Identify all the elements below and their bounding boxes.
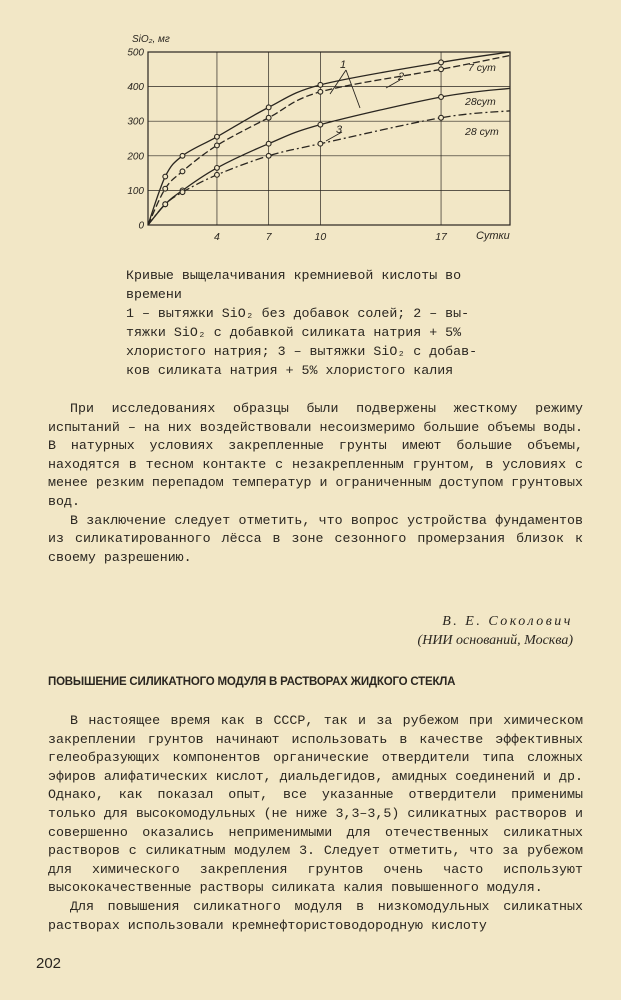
article-body xyxy=(48,712,583,935)
plot-frame xyxy=(148,52,510,225)
curve-number-3: 3 xyxy=(336,124,343,136)
data-point xyxy=(439,60,444,65)
data-point xyxy=(318,82,323,87)
data-point xyxy=(163,174,168,179)
chart-grid xyxy=(148,52,510,225)
data-point xyxy=(439,67,444,72)
caption-line: 1 – вытяжки SiO₂ без добавок солей; 2 – вы- xyxy=(126,306,470,321)
data-point xyxy=(266,105,271,110)
x-tick-label: 17 xyxy=(435,231,447,243)
y-tick-label: 100 xyxy=(127,185,144,197)
x-tick-label: 7 xyxy=(265,231,272,243)
caption-line: Кривые выщелачивания кремниевой кислоты во xyxy=(126,268,462,283)
paragraph: Для повышения силикатного модуля в низкомодульных силикатных растворах использовали кремнефтористоводородную кислоту xyxy=(48,898,583,933)
data-point xyxy=(266,141,271,146)
data-point xyxy=(318,141,323,146)
data-point xyxy=(180,153,185,158)
x-tick-label: 10 xyxy=(314,231,327,243)
data-point xyxy=(439,115,444,120)
curve-number-2: 2 xyxy=(398,71,405,83)
series-label-28sut-1: 28сут xyxy=(465,96,496,108)
paragraph: При исследованиях образцы были подвержены жесткому режиму испытаний – на них воздействовали несоизмеримо большие объемы воды. В натурных условиях закрепленные грунты имеют большие объемы, находятся в тесном контакте с незакрепленным грунтом, в условиях с менее резким перепадом температур и ограниченным доступом грунтовых вод. xyxy=(48,401,583,509)
author-block xyxy=(418,612,573,650)
leaching-chart xyxy=(108,28,528,256)
data-point xyxy=(266,115,271,120)
caption-line: времени xyxy=(126,287,182,302)
data-point xyxy=(318,122,323,127)
data-point xyxy=(163,186,168,191)
article-conclusion xyxy=(48,400,583,567)
series-line-3 xyxy=(148,55,510,225)
y-tick-label: 400 xyxy=(127,82,144,94)
data-point xyxy=(266,153,271,158)
data-point xyxy=(163,202,168,207)
y-tick-label: 500 xyxy=(127,47,144,59)
section-title: ПОВЫШЕНИЕ СИЛИКАТНОГО МОДУЛЯ В РАСТВОРАХ ЖИДКОГО СТЕКЛА xyxy=(48,676,456,688)
caption-line: тяжки SiO₂ с добавкой силиката натрия + 5% xyxy=(126,325,462,340)
y-axis-label: SiO₂, мг xyxy=(132,34,170,45)
series-line-4 xyxy=(148,111,510,225)
y-tick-label: 300 xyxy=(127,116,144,128)
series-label-28sut-3: 28 сут xyxy=(465,126,499,138)
page-number: 202 xyxy=(36,955,62,972)
data-point xyxy=(439,95,444,100)
y-tick-label: 200 xyxy=(127,151,144,163)
x-tick-label: 4 xyxy=(214,231,220,243)
figure-caption xyxy=(126,266,526,380)
y-tick-label: 0 xyxy=(138,220,144,232)
chart-series-group xyxy=(148,52,510,225)
paragraph: В настоящее время как в СССР, так и за рубежом при химическом закреплении грунтов начинают использовать в качестве эффективных гелеобразующих компонентов органические отвердители типа сложных эфиров алифатических кислот, диальдегидов, амидных соединений и др. Однако, как показал опыт, все указанные отвердители применимы только для высокомодульных (не ниже 3,3–3,5) силикатных растворов и совершенно оказались неприменимыми для отечественных силикатных растворов с силикатным модулем 3. Следует отметить, что за рубежом для химического закрепления грунтов очень часто используют высококачественные растворы силиката калия повышенного модуля. xyxy=(48,713,583,896)
data-point xyxy=(318,89,323,94)
data-point xyxy=(215,134,220,139)
series-label-7sut: 7 сут xyxy=(468,62,496,74)
curve-1-leader xyxy=(330,70,360,108)
data-point xyxy=(215,143,220,148)
paragraph: В заключение следует отметить, что вопрос устройства фундаментов из силикатированного лёсса в зоне сезонного промерзания близок к своему разрешению. xyxy=(48,512,583,565)
curve-number-1: 1 xyxy=(340,59,347,71)
data-point xyxy=(215,172,220,177)
author-affiliation: (НИИ оснований, Москва) xyxy=(417,633,573,648)
caption-line: ков силиката натрия + 5% хлористого калия xyxy=(126,363,454,378)
series-line-1 xyxy=(148,88,510,225)
author-name: В. Е. Соколович xyxy=(442,614,573,629)
x-axis-label: Сутки xyxy=(476,230,510,242)
series-line-2 xyxy=(148,52,510,225)
data-point xyxy=(180,190,185,195)
data-point xyxy=(215,166,220,171)
data-point xyxy=(180,169,185,174)
caption-line: хлористого натрия; 3 – вытяжки SiO₂ с добав- xyxy=(126,344,478,359)
